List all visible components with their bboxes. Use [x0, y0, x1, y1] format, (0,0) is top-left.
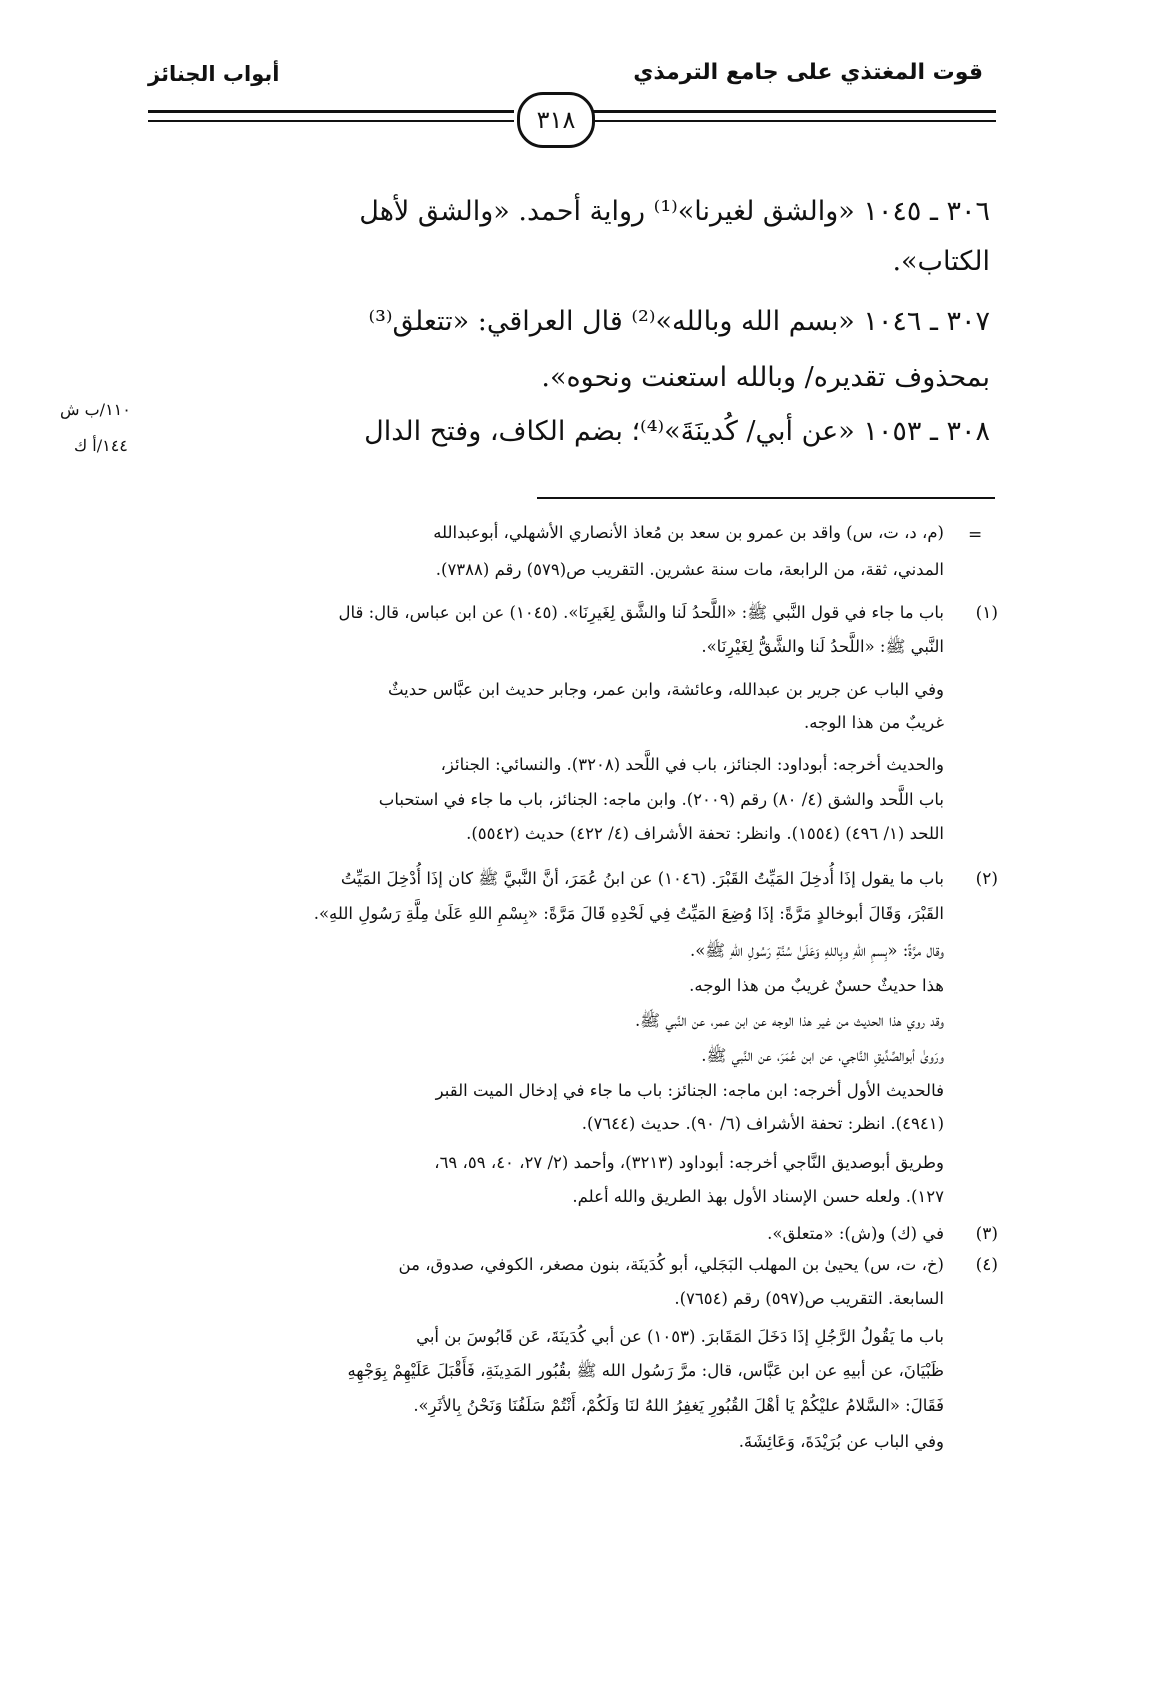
main-line-2: الكتاب». — [892, 246, 990, 277]
main-line-5: ٣٠٨ ـ ١٠٥٣ «عن أبي/ كُدينَةَ»⁽⁴⁾؛ بضم الكاف، وفتح الدال — [364, 416, 990, 447]
footnote-number-2: (٢) — [975, 869, 998, 889]
footnote-line: القَبْرَ، وَقَالَ أبوخالدٍ مَرَّةً: إذَا وُضِعَ المَيِّتُ فِي لَحْدِهِ قَالَ مَرَّةً: «بِسْمِ اللهِ عَلَىٰ مِلَّةِ رَسُولِ اللهِ». — [313, 904, 944, 923]
footnote-line: اللحد (١/ ٤٩٦) (١٥٥٤). وانظر: تحفة الأشراف (٤/ ٤٢٢) حديث (٥٥٤٢). — [466, 824, 944, 843]
page-number: ٣١٨ — [517, 92, 595, 148]
footnote-line: وطريق أبوصديق النَّاجي أخرجه: أبوداود (٣٢١٣)، وأحمد (٢/ ٢٧، ٤٠، ٥٩، ٦٩، — [434, 1153, 944, 1172]
footnote-line: في (ك) و(ش): «متعلق». — [767, 1224, 944, 1243]
book-title: قوت المغتذي على جامع الترمذي — [633, 60, 983, 85]
main-line-1: ٣٠٦ ـ ١٠٤٥ «والشق لغيرنا»⁽¹⁾ رواية أحمد. «والشق لأهل — [359, 196, 990, 227]
footnote-line: وقد روي هذا الحديث من غير هذا الوجه عن ابن عمر، عن النَّبي ﷺ. — [634, 1011, 944, 1030]
footnote-line: فَقَالَ: «السَّلامُ عليْكُمْ يَا أهْلَ القُبُورِ يَغفِرُ اللهُ لنَا وَلَكُمْ، أَنْتُمْ سَلَفُنَا وَنَحْنُ بِالأثَرِ». — [413, 1396, 944, 1415]
header-rule-right-thick — [592, 110, 996, 113]
footnote-line: النَّبي ﷺ: «اللَّحدُ لَنا والشَّقُّ لِغَيْرِنَا». — [701, 637, 944, 656]
footnote-line: باب ما يَقُولُ الرَّجُلِ إذَا دَخَلَ المَقَابرَ. (١٠٥٣) عن أبي كُدَينَةَ، عَن قَابُوسَ بن أبي — [416, 1327, 944, 1346]
header-rule-left-thick — [148, 110, 514, 113]
main-line-4: بمحذوف تقديره/ وبالله استعنت ونحوه». — [541, 362, 990, 393]
footnote-line: ١٢٧). ولعله حسن الإسناد الأول بهذ الطريق والله أعلم. — [572, 1187, 944, 1206]
footnote-line: وفي الباب عن بُرَيْدَةَ، وَعَائِشَةَ. — [738, 1432, 944, 1451]
footnote-line: والحديث أخرجه: أبوداود: الجنائز، باب في اللَّحد (٣٢٠٨). والنسائي: الجنائز، — [440, 755, 944, 774]
footnote-separator — [537, 497, 995, 499]
footnote-line: باب ما جاء في قول النَّبي ﷺ: «اللَّحدُ لَنا والشَّق لِغَيرِنَا». (١٠٤٥) عن ابن عباس، قال: قال — [338, 603, 944, 622]
footnote-number-1: (١) — [975, 603, 998, 623]
footnote-number-4: (٤) — [975, 1255, 998, 1275]
footnote-line: ظَبْيَانَ، عن أبيهِ عن ابن عَبَّاس، قال: مرَّ رَسُول الله ﷺ بقُبُور المَدِينَةِ، فَأَقْبَلَ عَلَيْهِمْ بِوَجْهِهِ — [347, 1361, 944, 1380]
header-rule-right-thin — [592, 120, 996, 122]
footnote-line: غريبٌ من هذا الوجه. — [803, 713, 944, 732]
footnote-line: هذا حديثٌ حسنٌ غريبٌ من هذا الوجه. — [689, 976, 944, 995]
footnote-line: (٤٩٤١). انظر: تحفة الأشراف (٦/ ٩٠). حديث (٧٦٤٤). — [581, 1114, 944, 1133]
main-line-3: ٣٠٧ ـ ١٠٤٦ «بسم الله وبالله»⁽²⁾ قال العراقي: «تتعلق⁽³⁾ — [368, 306, 990, 337]
footnote-number-3: (٣) — [975, 1224, 998, 1244]
footnote-line: السابعة. التقريب ص(٥٩٧) رقم (٧٦٥٤). — [674, 1289, 944, 1308]
footnote-line: باب ما يقول إذَا أُدخِلَ المَيِّتُ القَبْرَ. (١٠٤٦) عن ابنُ عُمَرَ، أنَّ النَّبيَّ ﷺ كان إذَا أُدْخِلَ المَيِّتُ — [340, 869, 944, 888]
footnote-line: وفي الباب عن جرير بن عبدالله، وعائشة، وابن عمر، وجابر حديث ابن عبَّاس حديثٌ — [387, 680, 944, 699]
footnote-line: ورَوىٰ أبوالصِّدِّيقِ النَّاجي، عن ابن عُمَرَ، عن النَّبي ﷺ. — [701, 1046, 944, 1065]
section-title: أبواب الجنائز — [148, 62, 280, 86]
footnote-line: (خ، ت، س) يحيىٰ بن المهلب البَجَلي، أبو كُدَينَة، بنون مصغر، الكوفي، صدوق، من — [398, 1255, 944, 1274]
footnote-line: فالحديث الأول أخرجه: ابن ماجه: الجنائز: باب ما جاء في إدخال الميت القبر — [435, 1081, 944, 1100]
footnote-line: باب اللَّحد والشق (٤/ ٨٠) رقم (٢٠٠٩). وابن ماجه: الجنائز، باب ما جاء في استحباب — [378, 790, 944, 809]
margin-note-1: ١١٠/ب ش — [60, 400, 131, 419]
margin-note-2: ١٤٤/أ ك — [74, 436, 128, 455]
footnote-line: (م، د، ت، س) واقد بن عمرو بن سعد بن مُعاذ الأنصاري الأشهلي، أبوعبدالله — [433, 523, 944, 542]
footnote-line: وقال مرَّةً: «بِسمِ اللهِ وبِاللهِ وَعَلَىٰ سُنَّةِ رَسُولِ اللهِ ﷺ». — [689, 941, 944, 960]
footnote-line: المدني، ثقة، من الرابعة، مات سنة عشرين. التقريب ص(٥٧٩) رقم (٧٣٨٨). — [435, 560, 944, 579]
continuation-mark: = — [968, 525, 983, 545]
header-rule-left-thin — [148, 120, 514, 122]
